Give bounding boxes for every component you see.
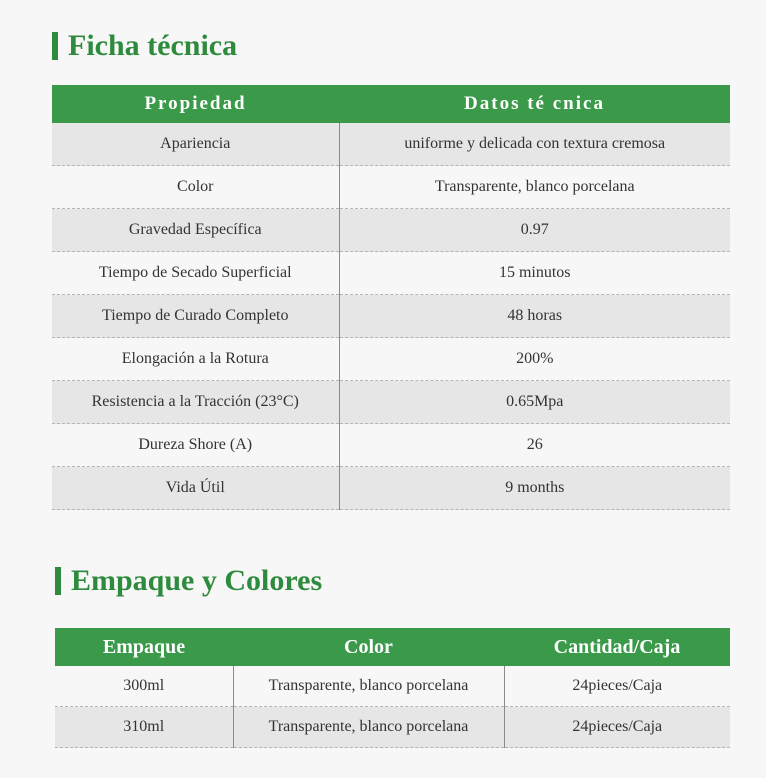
spec-property-cell: Apariencia	[52, 123, 339, 166]
spec-property-cell: Elongación a la Rotura	[52, 338, 339, 381]
title-accent-bar	[55, 567, 61, 595]
table-row	[52, 338, 730, 381]
packaging-color-cell: Transparente, blanco porcelana	[233, 707, 504, 748]
table-row	[52, 252, 730, 295]
table-row	[52, 123, 730, 166]
spec-value-cell: 48 horas	[339, 295, 730, 338]
spec-property-cell: Resistencia a la Tracción (23°C)	[52, 381, 339, 424]
spec-value-cell: 200%	[339, 338, 730, 381]
spec-table	[52, 85, 730, 510]
spec-value-cell: 15 minutos	[339, 252, 730, 295]
table-row	[52, 209, 730, 252]
packaging-header-quantity: Cantidad/Caja	[504, 628, 730, 666]
packaging-section-title	[55, 560, 322, 602]
spec-property-cell: Color	[52, 166, 339, 209]
spec-title-text: Ficha técnica	[68, 29, 238, 62]
spec-value-cell: 0.97	[339, 209, 730, 252]
packaging-table	[55, 628, 730, 748]
table-row	[52, 166, 730, 209]
packaging-header-package: Empaque	[55, 628, 233, 666]
packaging-quantity-cell: 24pieces/Caja	[504, 666, 730, 707]
packaging-package-cell: 300ml	[55, 666, 233, 707]
spec-value-cell: 26	[339, 424, 730, 467]
spec-value-cell: Transparente, blanco porcelana	[339, 166, 730, 209]
packaging-table-header-row	[55, 628, 730, 666]
packaging-header-color: Color	[233, 628, 504, 666]
packaging-title-text: Empaque y Colores	[71, 564, 323, 597]
packaging-color-cell: Transparente, blanco porcelana	[233, 666, 504, 707]
spec-value-cell: 9 months	[339, 467, 730, 510]
spec-property-cell: Tiempo de Secado Superficial	[52, 252, 339, 295]
spec-property-cell: Vida Útil	[52, 467, 339, 510]
packaging-quantity-cell: 24pieces/Caja	[504, 707, 730, 748]
table-row	[55, 707, 730, 748]
packaging-package-cell: 310ml	[55, 707, 233, 748]
table-row	[52, 467, 730, 510]
spec-section-title	[52, 26, 237, 66]
spec-property-cell: Dureza Shore (A)	[52, 424, 339, 467]
spec-table-header-row	[52, 85, 730, 123]
title-accent-bar	[52, 32, 58, 60]
spec-property-cell: Tiempo de Curado Completo	[52, 295, 339, 338]
table-row	[52, 295, 730, 338]
spec-property-cell: Gravedad Específica	[52, 209, 339, 252]
table-row	[52, 424, 730, 467]
spec-value-cell: 0.65Mpa	[339, 381, 730, 424]
spec-header-data: Datos té cnica	[339, 85, 730, 123]
table-row	[55, 666, 730, 707]
spec-header-property: Propiedad	[52, 85, 339, 123]
spec-value-cell: uniforme y delicada con textura cremosa	[339, 123, 730, 166]
table-row	[52, 381, 730, 424]
